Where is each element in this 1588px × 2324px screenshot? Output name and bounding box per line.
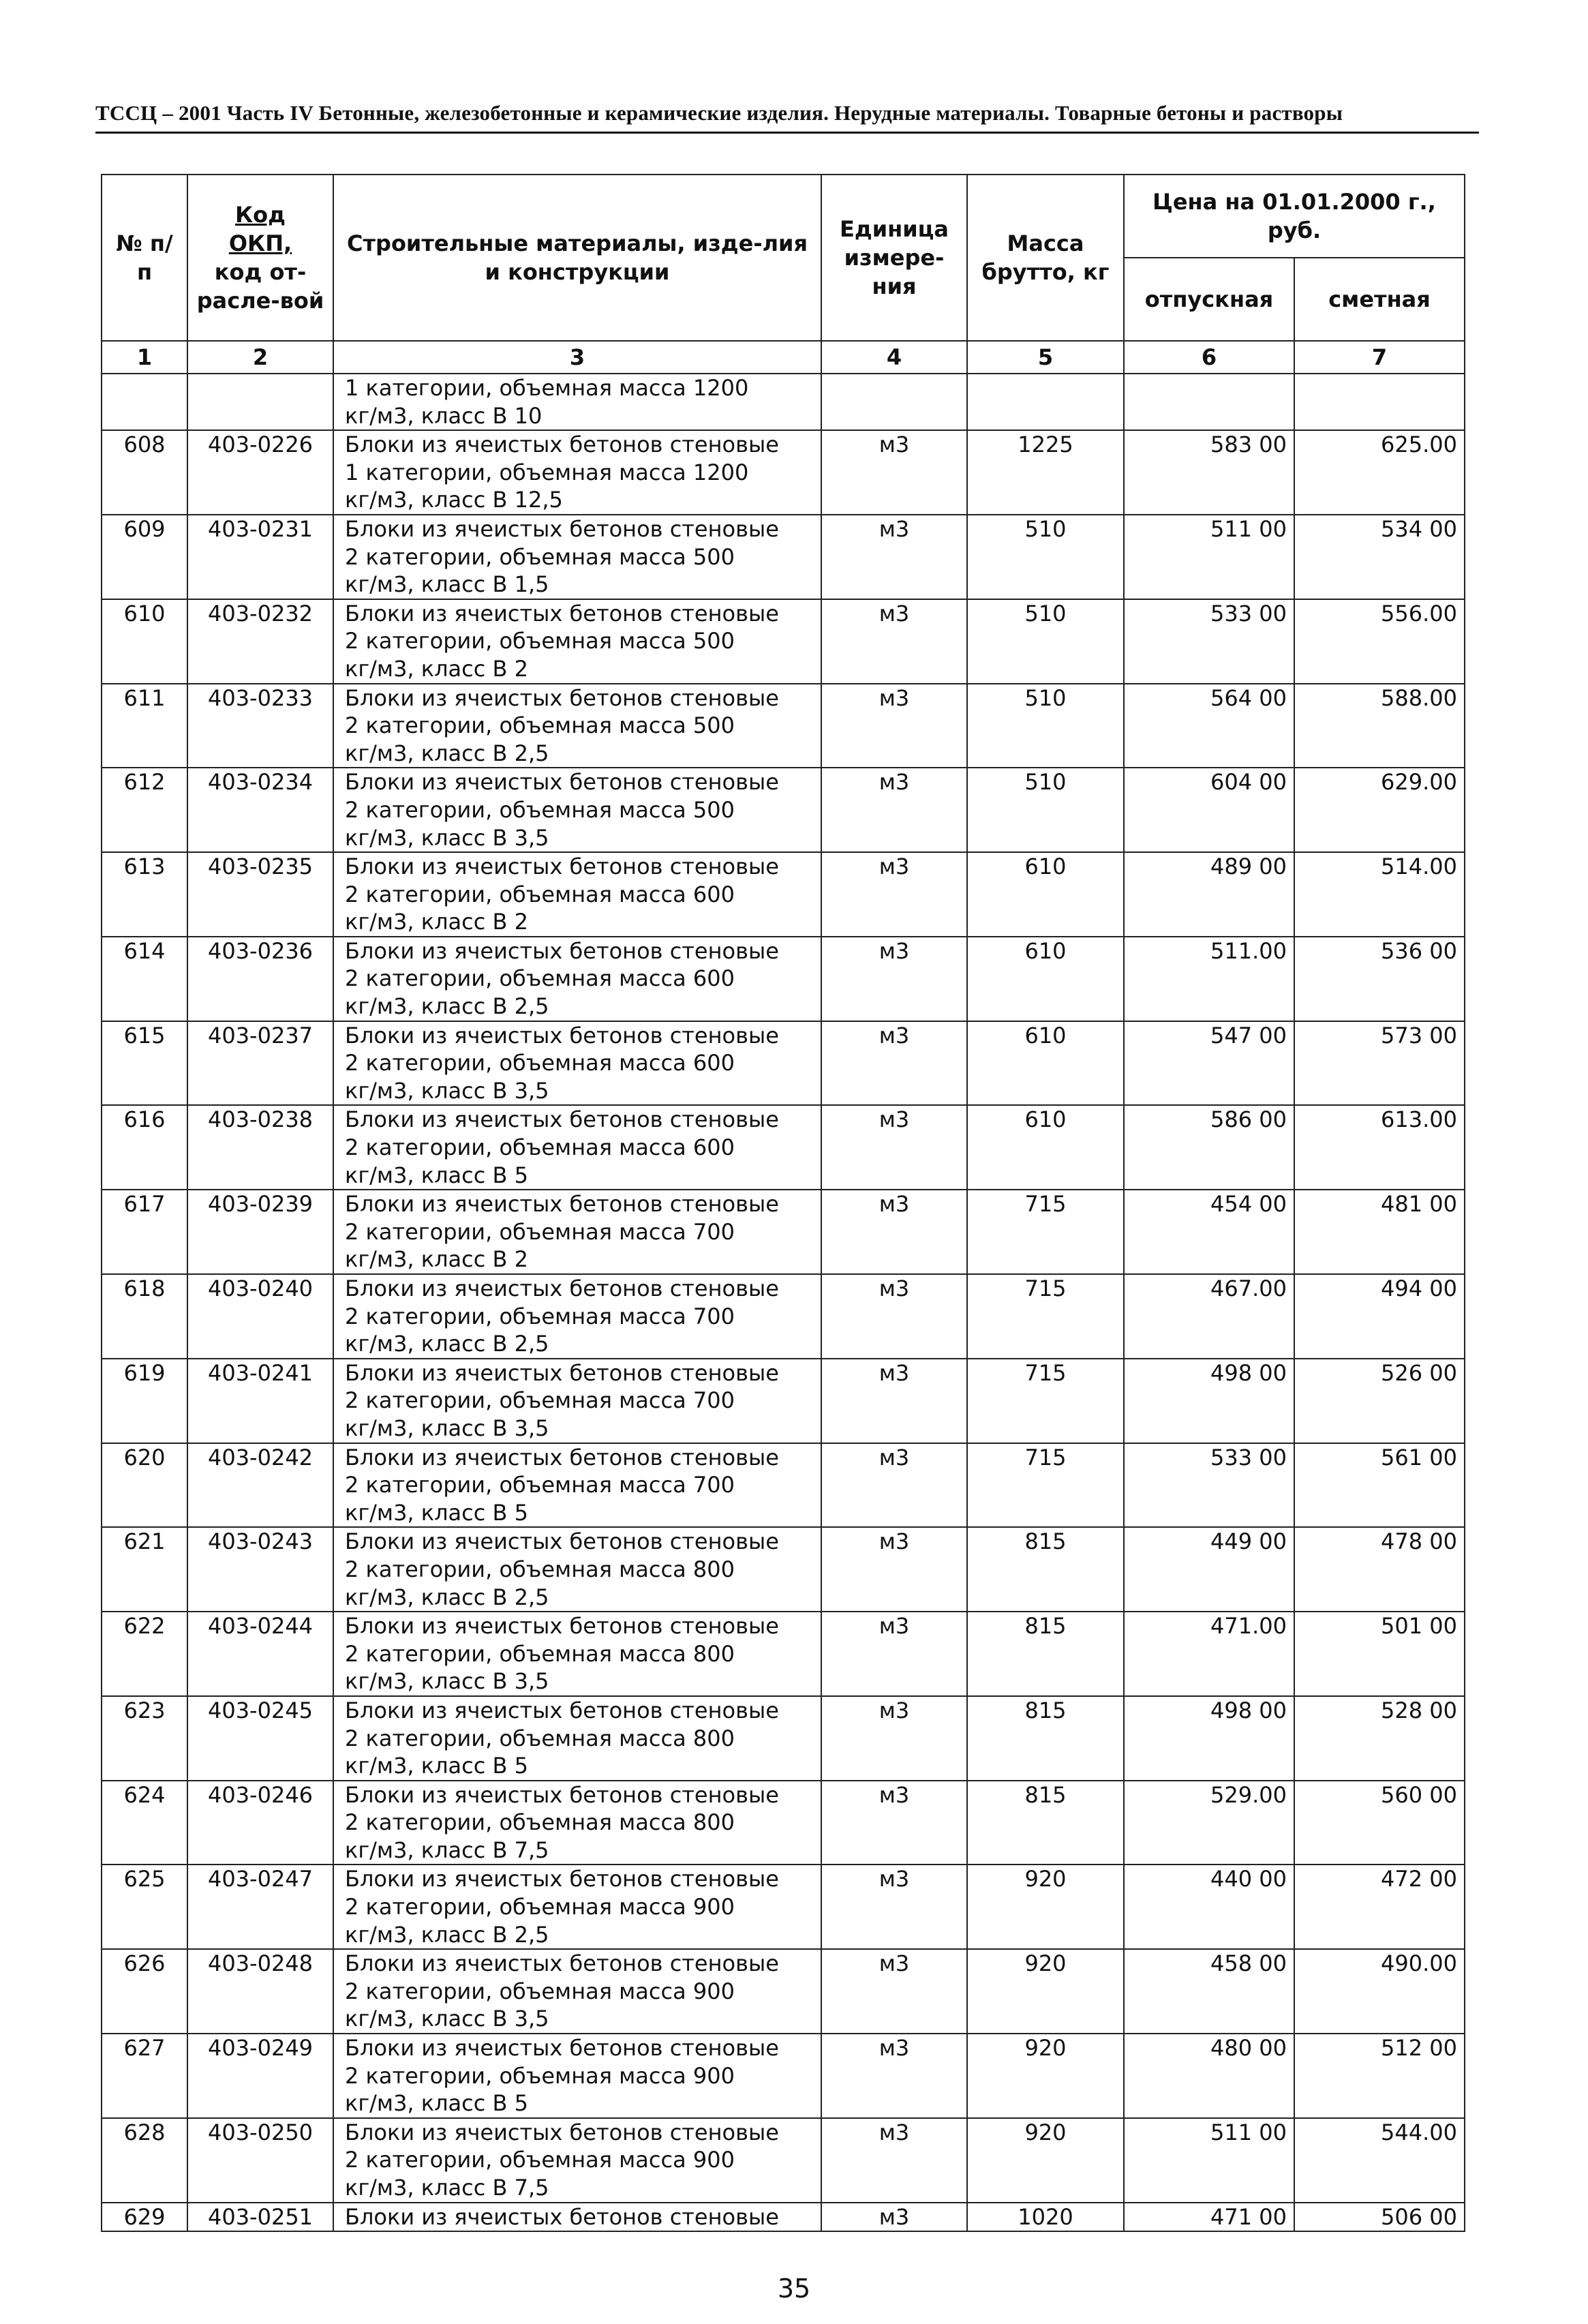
table-row bbox=[102, 1105, 1465, 1190]
cell-code: 403-0241 bbox=[187, 1359, 333, 1443]
cell-mass: 510 bbox=[967, 599, 1124, 684]
table-row bbox=[102, 937, 1465, 1021]
cell-price-release: 583 00 bbox=[1124, 430, 1294, 515]
cell-num: 622 bbox=[102, 1612, 187, 1696]
cell-unit: м3 bbox=[821, 1021, 967, 1106]
cell-description: 1 категории, объемная масса 1200 кг/м3, класс В 10 bbox=[333, 374, 821, 430]
cell-description: Блоки из ячеистых бетонов стеновые 2 категории, объемная масса 900 кг/м3, класс В 5 bbox=[333, 2034, 821, 2118]
cell-unit: м3 bbox=[821, 937, 967, 1021]
table-row bbox=[102, 1865, 1465, 1949]
header-code-line2: ОКП, bbox=[228, 230, 292, 256]
cell-unit: м3 bbox=[821, 768, 967, 852]
cell-code: 403-0238 bbox=[187, 1105, 333, 1190]
cell-price-release: 471 00 bbox=[1124, 2203, 1294, 2232]
cell-description: Блоки из ячеистых бетонов стеновые 2 категории, объемная масса 800 кг/м3, класс В 2,5 bbox=[333, 1527, 821, 1612]
cell-description: Блоки из ячеистых бетонов стеновые 2 категории, объемная масса 700 кг/м3, класс В 2 bbox=[333, 1190, 821, 1274]
header-code-line1: Код bbox=[235, 202, 286, 228]
cell-mass: 1020 bbox=[967, 2203, 1124, 2232]
cell-unit: м3 bbox=[821, 1949, 967, 2034]
column-number: 2 bbox=[187, 341, 333, 374]
cell-price-release: 454 00 bbox=[1124, 1190, 1294, 1274]
cell-price-estimate: 625.00 bbox=[1294, 430, 1465, 515]
cell-code: 403-0234 bbox=[187, 768, 333, 852]
cell-num: 620 bbox=[102, 1443, 187, 1528]
cell-price-release: 480 00 bbox=[1124, 2034, 1294, 2118]
cell-code: 403-0250 bbox=[187, 2118, 333, 2203]
table-row bbox=[102, 2034, 1465, 2118]
cell-price-release: 471.00 bbox=[1124, 1612, 1294, 1696]
cell-code: 403-0239 bbox=[187, 1190, 333, 1274]
cell-price-estimate: 561 00 bbox=[1294, 1443, 1465, 1528]
cell-mass: 510 bbox=[967, 515, 1124, 599]
cell-price-release: 440 00 bbox=[1124, 1865, 1294, 1949]
cell-num: 621 bbox=[102, 1527, 187, 1612]
cell-price-release: 533 00 bbox=[1124, 1443, 1294, 1528]
cell-mass: 610 bbox=[967, 852, 1124, 937]
cell-price-estimate: 528 00 bbox=[1294, 1696, 1465, 1781]
cell-code: 403-0235 bbox=[187, 852, 333, 937]
cell-description: Блоки из ячеистых бетонов стеновые 2 категории, объемная масса 800 кг/м3, класс В 3,5 bbox=[333, 1612, 821, 1696]
cell-price-estimate: 514.00 bbox=[1294, 852, 1465, 937]
cell-mass: 815 bbox=[967, 1527, 1124, 1612]
cell-unit: м3 bbox=[821, 1781, 967, 1865]
cell-num: 629 bbox=[102, 2203, 187, 2232]
header-rule bbox=[95, 132, 1479, 134]
cell-code: 403-0246 bbox=[187, 1781, 333, 1865]
cell-code: 403-0249 bbox=[187, 2034, 333, 2118]
cell-mass: 715 bbox=[967, 1190, 1124, 1274]
cell-code: 403-0244 bbox=[187, 1612, 333, 1696]
cell-description: Блоки из ячеистых бетонов стеновые 2 категории, объемная масса 700 кг/м3, класс В 5 bbox=[333, 1443, 821, 1528]
cell-description: Блоки из ячеистых бетонов стеновые bbox=[333, 2203, 821, 2232]
cell-num: 612 bbox=[102, 768, 187, 852]
cell-mass: 715 bbox=[967, 1359, 1124, 1443]
cell-mass: 715 bbox=[967, 1443, 1124, 1528]
header-code bbox=[187, 175, 333, 341]
page-number: 35 bbox=[777, 2274, 811, 2304]
table-row bbox=[102, 2203, 1465, 2232]
cell-price-release: 511.00 bbox=[1124, 937, 1294, 1021]
cell-description: Блоки из ячеистых бетонов стеновые 2 категории, объемная масса 900 кг/м3, класс В 2,5 bbox=[333, 1865, 821, 1949]
table-row bbox=[102, 1190, 1465, 1274]
cell-price-release: 564 00 bbox=[1124, 684, 1294, 768]
cell-description: Блоки из ячеистых бетонов стеновые 2 категории, объемная масса 700 кг/м3, класс В 2,5 bbox=[333, 1274, 821, 1359]
cell-description: Блоки из ячеистых бетонов стеновые 2 категории, объемная масса 700 кг/м3, класс В 3,5 bbox=[333, 1359, 821, 1443]
table-row bbox=[102, 1021, 1465, 1106]
cell-price-estimate: 490.00 bbox=[1294, 1949, 1465, 2034]
cell-unit: м3 bbox=[821, 599, 967, 684]
cell-code: 403-0245 bbox=[187, 1696, 333, 1781]
cell-price-release: 458 00 bbox=[1124, 1949, 1294, 2034]
cell-mass: 920 bbox=[967, 2034, 1124, 2118]
cell-description: Блоки из ячеистых бетонов стеновые 2 категории, объемная масса 800 кг/м3, класс В 5 bbox=[333, 1696, 821, 1781]
cell-description: Блоки из ячеистых бетонов стеновые 2 категории, объемная масса 500 кг/м3, класс В 2,5 bbox=[333, 684, 821, 768]
cell-unit: м3 bbox=[821, 2034, 967, 2118]
cell-mass: 920 bbox=[967, 1865, 1124, 1949]
cell-code: 403-0251 bbox=[187, 2203, 333, 2232]
cell-price-release: 449 00 bbox=[1124, 1527, 1294, 1612]
cell-unit: м3 bbox=[821, 684, 967, 768]
table-row bbox=[102, 1359, 1465, 1443]
cell-price-release: 604 00 bbox=[1124, 768, 1294, 852]
table-row bbox=[102, 1696, 1465, 1781]
cell-price-release: 511 00 bbox=[1124, 2118, 1294, 2203]
cell-code: 403-0242 bbox=[187, 1443, 333, 1528]
cell-price-release: 467.00 bbox=[1124, 1274, 1294, 1359]
cell-description: Блоки из ячеистых бетонов стеновые 2 категории, объемная масса 500 кг/м3, класс В 1,5 bbox=[333, 515, 821, 599]
cell-price-estimate: 613.00 bbox=[1294, 1105, 1465, 1190]
cell-num: 611 bbox=[102, 684, 187, 768]
cell-unit: м3 bbox=[821, 1274, 967, 1359]
cell-unit: м3 bbox=[821, 1696, 967, 1781]
table-row bbox=[102, 1274, 1465, 1359]
cell-code: 403-0236 bbox=[187, 937, 333, 1021]
cell-price-estimate: 544.00 bbox=[1294, 2118, 1465, 2203]
cell-price-release: 586 00 bbox=[1124, 1105, 1294, 1190]
cell-mass: 1225 bbox=[967, 430, 1124, 515]
cell-unit: м3 bbox=[821, 2118, 967, 2203]
cell-num: 613 bbox=[102, 852, 187, 937]
cell-description: Блоки из ячеистых бетонов стеновые 2 категории, объемная масса 600 кг/м3, класс В 5 bbox=[333, 1105, 821, 1190]
cell-mass: 510 bbox=[967, 684, 1124, 768]
column-number: 1 bbox=[102, 341, 187, 374]
cell-code: 403-0226 bbox=[187, 430, 333, 515]
cell-description: Блоки из ячеистых бетонов стеновые 1 категории, объемная масса 1200 кг/м3, класс В 12,5 bbox=[333, 430, 821, 515]
cell-code: 403-0231 bbox=[187, 515, 333, 599]
cell-description: Блоки из ячеистых бетонов стеновые 2 категории, объемная масса 500 кг/м3, класс В 3,5 bbox=[333, 768, 821, 852]
cell-price-estimate: 588.00 bbox=[1294, 684, 1465, 768]
cell-mass: 610 bbox=[967, 1105, 1124, 1190]
table-row bbox=[102, 768, 1465, 852]
table-row bbox=[102, 684, 1465, 768]
cell-mass: 715 bbox=[967, 1274, 1124, 1359]
cell-mass: 920 bbox=[967, 2118, 1124, 2203]
cell-code: 403-0247 bbox=[187, 1865, 333, 1949]
cell-num: 627 bbox=[102, 2034, 187, 2118]
cell-price-release: 533 00 bbox=[1124, 599, 1294, 684]
cell-num: 623 bbox=[102, 1696, 187, 1781]
cell-num: 619 bbox=[102, 1359, 187, 1443]
header-price-estimate: сметная bbox=[1294, 258, 1465, 341]
cell-price-release: 498 00 bbox=[1124, 1696, 1294, 1781]
cell-unit: м3 bbox=[821, 1105, 967, 1190]
cell-num: 626 bbox=[102, 1949, 187, 2034]
cell-num: 614 bbox=[102, 937, 187, 1021]
cell-description: Блоки из ячеистых бетонов стеновые 2 категории, объемная масса 900 кг/м3, класс В 3,5 bbox=[333, 1949, 821, 2034]
cell-mass: 510 bbox=[967, 768, 1124, 852]
cell-unit: м3 bbox=[821, 1527, 967, 1612]
header-price-group: Цена на 01.01.2000 г., руб. bbox=[1124, 175, 1465, 258]
cell-unit: м3 bbox=[821, 430, 967, 515]
cell-price-estimate: 560 00 bbox=[1294, 1781, 1465, 1865]
cell-price-release: 498 00 bbox=[1124, 1359, 1294, 1443]
column-number: 3 bbox=[333, 341, 821, 374]
cell-price-estimate: 573 00 bbox=[1294, 1021, 1465, 1106]
cell-unit: м3 bbox=[821, 1190, 967, 1274]
cell-price-estimate: 556.00 bbox=[1294, 599, 1465, 684]
cell-unit: м3 bbox=[821, 1359, 967, 1443]
cell-num: 628 bbox=[102, 2118, 187, 2203]
cell-price-release: 511 00 bbox=[1124, 515, 1294, 599]
header-num: № п/п bbox=[102, 175, 187, 341]
cell-num: 617 bbox=[102, 1190, 187, 1274]
column-number: 7 bbox=[1294, 341, 1465, 374]
cell-mass: 815 bbox=[967, 1612, 1124, 1696]
table-row-continuation bbox=[102, 374, 1465, 430]
cell-price-estimate: 494 00 bbox=[1294, 1274, 1465, 1359]
column-number: 6 bbox=[1124, 341, 1294, 374]
cell-price-estimate: 501 00 bbox=[1294, 1612, 1465, 1696]
page-header: ТССЦ – 2001 Часть IV Бетонные, железобетонные и керамические изделия. Нерудные материалы. Товарные бетоны и растворы bbox=[95, 101, 1343, 125]
cell-price-estimate: 481 00 bbox=[1294, 1190, 1465, 1274]
cell-num: 618 bbox=[102, 1274, 187, 1359]
cell-price-estimate: 629.00 bbox=[1294, 768, 1465, 852]
header-price-release: отпускная bbox=[1124, 258, 1294, 341]
cell-mass: 610 bbox=[967, 937, 1124, 1021]
cell-num: 610 bbox=[102, 599, 187, 684]
cell-num: 616 bbox=[102, 1105, 187, 1190]
cell-code: 403-0233 bbox=[187, 684, 333, 768]
cell-unit: м3 bbox=[821, 515, 967, 599]
table-row bbox=[102, 515, 1465, 599]
price-table bbox=[101, 174, 1465, 2232]
cell-code: 403-0240 bbox=[187, 1274, 333, 1359]
column-number: 5 bbox=[967, 341, 1124, 374]
cell-price-estimate: 536 00 bbox=[1294, 937, 1465, 1021]
cell-price-estimate: 534 00 bbox=[1294, 515, 1465, 599]
column-number: 4 bbox=[821, 341, 967, 374]
cell-num: 615 bbox=[102, 1021, 187, 1106]
cell-num: 609 bbox=[102, 515, 187, 599]
header-unit: Единица измере-ния bbox=[821, 175, 967, 341]
table-row bbox=[102, 1443, 1465, 1528]
cell-mass: 815 bbox=[967, 1781, 1124, 1865]
table-row bbox=[102, 430, 1465, 515]
cell-price-release: 547 00 bbox=[1124, 1021, 1294, 1106]
cell-unit: м3 bbox=[821, 2203, 967, 2232]
cell-unit: м3 bbox=[821, 1865, 967, 1949]
cell-description: Блоки из ячеистых бетонов стеновые 2 категории, объемная масса 600 кг/м3, класс В 3,5 bbox=[333, 1021, 821, 1106]
header-mass: Масса брутто, кг bbox=[967, 175, 1124, 341]
table-row bbox=[102, 1949, 1465, 2034]
cell-code: 403-0243 bbox=[187, 1527, 333, 1612]
cell-description: Блоки из ячеистых бетонов стеновые 2 категории, объемная масса 500 кг/м3, класс В 2 bbox=[333, 599, 821, 684]
table-body bbox=[102, 374, 1465, 2231]
table-row bbox=[102, 1781, 1465, 1865]
table-row bbox=[102, 2118, 1465, 2203]
cell-mass: 610 bbox=[967, 1021, 1124, 1106]
header-desc: Строительные материалы, изде-лия и конструкции bbox=[333, 175, 821, 341]
cell-price-release: 529.00 bbox=[1124, 1781, 1294, 1865]
cell-unit: м3 bbox=[821, 1612, 967, 1696]
table-row bbox=[102, 1527, 1465, 1612]
cell-description: Блоки из ячеистых бетонов стеновые 2 категории, объемная масса 900 кг/м3, класс В 7,5 bbox=[333, 2118, 821, 2203]
header-code-line3: код от-расле-вой bbox=[196, 259, 324, 314]
cell-price-estimate: 478 00 bbox=[1294, 1527, 1465, 1612]
table-row bbox=[102, 599, 1465, 684]
cell-price-estimate: 472 00 bbox=[1294, 1865, 1465, 1949]
cell-description: Блоки из ячеистых бетонов стеновые 2 категории, объемная масса 600 кг/м3, класс В 2 bbox=[333, 852, 821, 937]
cell-price-release: 489 00 bbox=[1124, 852, 1294, 937]
cell-price-estimate: 512 00 bbox=[1294, 2034, 1465, 2118]
cell-mass: 920 bbox=[967, 1949, 1124, 2034]
cell-num: 625 bbox=[102, 1865, 187, 1949]
cell-num: 608 bbox=[102, 430, 187, 515]
cell-unit: м3 bbox=[821, 1443, 967, 1528]
cell-code: 403-0232 bbox=[187, 599, 333, 684]
cell-code: 403-0248 bbox=[187, 1949, 333, 2034]
cell-description: Блоки из ячеистых бетонов стеновые 2 категории, объемная масса 600 кг/м3, класс В 2,5 bbox=[333, 937, 821, 1021]
cell-unit: м3 bbox=[821, 852, 967, 937]
cell-price-estimate: 526 00 bbox=[1294, 1359, 1465, 1443]
cell-code: 403-0237 bbox=[187, 1021, 333, 1106]
table-row bbox=[102, 1612, 1465, 1696]
cell-num: 624 bbox=[102, 1781, 187, 1865]
cell-mass: 815 bbox=[967, 1696, 1124, 1781]
cell-description: Блоки из ячеистых бетонов стеновые 2 категории, объемная масса 800 кг/м3, класс В 7,5 bbox=[333, 1781, 821, 1865]
table-row bbox=[102, 852, 1465, 937]
cell-price-estimate: 506 00 bbox=[1294, 2203, 1465, 2232]
